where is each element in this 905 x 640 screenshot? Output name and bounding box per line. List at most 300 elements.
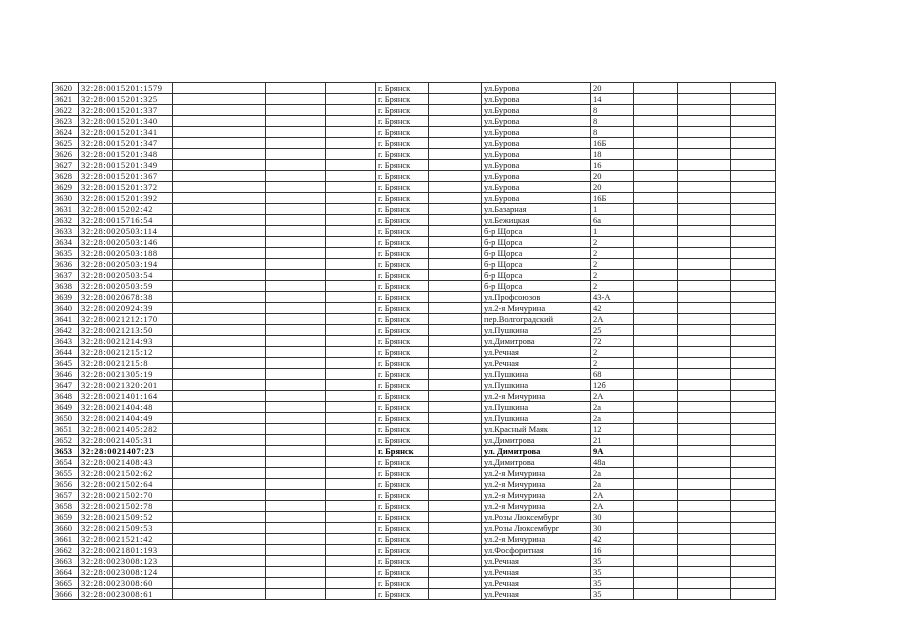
- empty-cell: [266, 391, 326, 402]
- street-cell: ул.Пушкина: [482, 369, 591, 380]
- table-row: [53, 523, 776, 534]
- empty-cell: [634, 171, 678, 182]
- empty-cell: [326, 193, 376, 204]
- empty-cell: [731, 358, 776, 369]
- house-number-cell: 2: [591, 248, 634, 259]
- street-cell: ул.2-я Мичурина: [482, 501, 591, 512]
- empty-cell: [429, 325, 482, 336]
- street-cell: ул.Базарная: [482, 204, 591, 215]
- cadastral-number-cell: 32:28:0015201:340: [79, 116, 173, 127]
- empty-cell: [634, 402, 678, 413]
- house-number-cell: 18: [591, 149, 634, 160]
- empty-cell: [634, 413, 678, 424]
- empty-cell: [173, 292, 266, 303]
- empty-cell: [326, 446, 376, 457]
- empty-cell: [266, 457, 326, 468]
- house-number-cell: 20: [591, 182, 634, 193]
- cadastral-number-cell: 32:28:0021212:170: [79, 314, 173, 325]
- city-cell: г. Брянск: [376, 94, 429, 105]
- table-row: [53, 589, 776, 600]
- house-number-cell: 8: [591, 105, 634, 116]
- empty-cell: [731, 193, 776, 204]
- row-number-cell: 3644: [53, 347, 79, 358]
- empty-cell: [634, 138, 678, 149]
- city-cell: г. Брянск: [376, 336, 429, 347]
- table-row: [53, 358, 776, 369]
- empty-cell: [731, 446, 776, 457]
- cadastral-number-cell: 32:28:0015201:372: [79, 182, 173, 193]
- empty-cell: [678, 534, 731, 545]
- empty-cell: [429, 116, 482, 127]
- empty-cell: [173, 457, 266, 468]
- city-cell: г. Брянск: [376, 83, 429, 94]
- house-number-cell: 2а: [591, 413, 634, 424]
- row-number-cell: 3646: [53, 369, 79, 380]
- empty-cell: [731, 303, 776, 314]
- empty-cell: [266, 347, 326, 358]
- street-cell: б-р Щорса: [482, 281, 591, 292]
- empty-cell: [173, 182, 266, 193]
- table-row: [53, 413, 776, 424]
- empty-cell: [678, 369, 731, 380]
- table-row: [53, 182, 776, 193]
- empty-cell: [326, 226, 376, 237]
- table-row: [53, 270, 776, 281]
- table-row: [53, 138, 776, 149]
- empty-cell: [266, 358, 326, 369]
- city-cell: г. Брянск: [376, 468, 429, 479]
- empty-cell: [429, 424, 482, 435]
- cadastral-number-cell: 32:28:0020503:188: [79, 248, 173, 259]
- city-cell: г. Брянск: [376, 325, 429, 336]
- house-number-cell: 2А: [591, 391, 634, 402]
- house-number-cell: 35: [591, 589, 634, 600]
- empty-cell: [326, 413, 376, 424]
- empty-cell: [634, 424, 678, 435]
- empty-cell: [326, 468, 376, 479]
- street-cell: ул.Бурова: [482, 182, 591, 193]
- row-number-cell: 3652: [53, 435, 79, 446]
- empty-cell: [731, 457, 776, 468]
- city-cell: г. Брянск: [376, 193, 429, 204]
- empty-cell: [731, 204, 776, 215]
- empty-cell: [173, 171, 266, 182]
- empty-cell: [731, 94, 776, 105]
- row-number-cell: 3632: [53, 215, 79, 226]
- empty-cell: [266, 380, 326, 391]
- empty-cell: [173, 369, 266, 380]
- street-cell: ул.Розы Люксембург: [482, 523, 591, 534]
- empty-cell: [429, 545, 482, 556]
- empty-cell: [678, 248, 731, 259]
- empty-cell: [678, 589, 731, 600]
- empty-cell: [173, 589, 266, 600]
- empty-cell: [266, 501, 326, 512]
- empty-cell: [173, 237, 266, 248]
- row-number-cell: 3647: [53, 380, 79, 391]
- empty-cell: [326, 204, 376, 215]
- cadastral-number-cell: 32:28:0021502:70: [79, 490, 173, 501]
- house-number-cell: 1: [591, 204, 634, 215]
- row-number-cell: 3637: [53, 270, 79, 281]
- row-number-cell: 3650: [53, 413, 79, 424]
- empty-cell: [429, 567, 482, 578]
- city-cell: г. Брянск: [376, 567, 429, 578]
- empty-cell: [429, 435, 482, 446]
- row-number-cell: 3665: [53, 578, 79, 589]
- city-cell: г. Брянск: [376, 534, 429, 545]
- row-number-cell: 3659: [53, 512, 79, 523]
- row-number-cell: 3658: [53, 501, 79, 512]
- empty-cell: [326, 402, 376, 413]
- street-cell: ул.Пушкина: [482, 325, 591, 336]
- city-cell: г. Брянск: [376, 446, 429, 457]
- city-cell: г. Брянск: [376, 369, 429, 380]
- empty-cell: [731, 479, 776, 490]
- empty-cell: [678, 501, 731, 512]
- empty-cell: [326, 248, 376, 259]
- empty-cell: [326, 435, 376, 446]
- empty-cell: [326, 567, 376, 578]
- empty-cell: [731, 468, 776, 479]
- cadastral-number-cell: 32:28:0020503:194: [79, 259, 173, 270]
- empty-cell: [731, 424, 776, 435]
- house-number-cell: 21: [591, 435, 634, 446]
- row-number-cell: 3630: [53, 193, 79, 204]
- empty-cell: [173, 567, 266, 578]
- empty-cell: [678, 160, 731, 171]
- street-cell: ул.Димитрова: [482, 457, 591, 468]
- empty-cell: [678, 105, 731, 116]
- house-number-cell: 12б: [591, 380, 634, 391]
- empty-cell: [326, 501, 376, 512]
- empty-cell: [634, 237, 678, 248]
- street-cell: ул. Димитрова: [482, 446, 591, 457]
- house-number-cell: 1: [591, 226, 634, 237]
- empty-cell: [266, 578, 326, 589]
- house-number-cell: 2А: [591, 501, 634, 512]
- city-cell: г. Брянск: [376, 259, 429, 270]
- empty-cell: [173, 149, 266, 160]
- empty-cell: [173, 545, 266, 556]
- empty-cell: [173, 193, 266, 204]
- city-cell: г. Брянск: [376, 391, 429, 402]
- empty-cell: [731, 237, 776, 248]
- empty-cell: [326, 369, 376, 380]
- street-cell: ул.Бурова: [482, 116, 591, 127]
- table-row: [53, 105, 776, 116]
- house-number-cell: 2а: [591, 468, 634, 479]
- empty-cell: [731, 567, 776, 578]
- empty-cell: [678, 567, 731, 578]
- empty-cell: [429, 237, 482, 248]
- city-cell: г. Брянск: [376, 237, 429, 248]
- empty-cell: [429, 468, 482, 479]
- house-number-cell: 6а: [591, 215, 634, 226]
- empty-cell: [678, 578, 731, 589]
- empty-cell: [266, 413, 326, 424]
- empty-cell: [678, 171, 731, 182]
- empty-cell: [634, 358, 678, 369]
- empty-cell: [731, 270, 776, 281]
- street-cell: б-р Щорса: [482, 259, 591, 270]
- empty-cell: [678, 545, 731, 556]
- table-row: [53, 578, 776, 589]
- table-row: [53, 490, 776, 501]
- empty-cell: [266, 589, 326, 600]
- cadastral-number-cell: 32:28:0020503:59: [79, 281, 173, 292]
- empty-cell: [634, 534, 678, 545]
- cadastral-number-cell: 32:28:0021215:8: [79, 358, 173, 369]
- row-number-cell: 3654: [53, 457, 79, 468]
- empty-cell: [678, 270, 731, 281]
- empty-cell: [173, 523, 266, 534]
- empty-cell: [326, 149, 376, 160]
- empty-cell: [634, 589, 678, 600]
- street-cell: ул.Бурова: [482, 83, 591, 94]
- house-number-cell: 2: [591, 347, 634, 358]
- empty-cell: [678, 413, 731, 424]
- row-number-cell: 3628: [53, 171, 79, 182]
- house-number-cell: 2А: [591, 490, 634, 501]
- empty-cell: [678, 193, 731, 204]
- city-cell: г. Брянск: [376, 380, 429, 391]
- empty-cell: [173, 380, 266, 391]
- empty-cell: [429, 336, 482, 347]
- empty-cell: [326, 556, 376, 567]
- street-cell: ул.Бурова: [482, 127, 591, 138]
- city-cell: г. Брянск: [376, 226, 429, 237]
- table-row: [53, 545, 776, 556]
- cadastral-number-cell: 32:28:0021801:193: [79, 545, 173, 556]
- table-row: [53, 391, 776, 402]
- empty-cell: [173, 446, 266, 457]
- empty-cell: [429, 193, 482, 204]
- row-number-cell: 3641: [53, 314, 79, 325]
- empty-cell: [634, 347, 678, 358]
- house-number-cell: 2а: [591, 479, 634, 490]
- house-number-cell: 2: [591, 270, 634, 281]
- empty-cell: [173, 556, 266, 567]
- street-cell: ул.Речная: [482, 556, 591, 567]
- cadastral-number-cell: 32:28:0015201:367: [79, 171, 173, 182]
- empty-cell: [731, 523, 776, 534]
- row-number-cell: 3622: [53, 105, 79, 116]
- table-row: [53, 160, 776, 171]
- cadastral-number-cell: 32:28:0021213:50: [79, 325, 173, 336]
- empty-cell: [731, 215, 776, 226]
- city-cell: г. Брянск: [376, 281, 429, 292]
- empty-cell: [678, 468, 731, 479]
- city-cell: г. Брянск: [376, 314, 429, 325]
- cadastral-number-cell: 32:28:0020924:39: [79, 303, 173, 314]
- empty-cell: [429, 369, 482, 380]
- empty-cell: [429, 83, 482, 94]
- empty-cell: [326, 94, 376, 105]
- house-number-cell: 35: [591, 567, 634, 578]
- empty-cell: [731, 292, 776, 303]
- empty-cell: [266, 182, 326, 193]
- street-cell: ул.Речная: [482, 347, 591, 358]
- empty-cell: [678, 358, 731, 369]
- street-cell: ул.Розы Люксембург: [482, 512, 591, 523]
- empty-cell: [634, 193, 678, 204]
- empty-cell: [731, 336, 776, 347]
- empty-cell: [326, 479, 376, 490]
- city-cell: г. Брянск: [376, 479, 429, 490]
- empty-cell: [634, 281, 678, 292]
- empty-cell: [266, 512, 326, 523]
- empty-cell: [266, 226, 326, 237]
- street-cell: ул.Димитрова: [482, 336, 591, 347]
- empty-cell: [173, 512, 266, 523]
- empty-cell: [678, 226, 731, 237]
- cadastral-number-cell: 32:28:0015201:341: [79, 127, 173, 138]
- empty-cell: [266, 116, 326, 127]
- empty-cell: [731, 369, 776, 380]
- empty-cell: [266, 204, 326, 215]
- table-row: [53, 94, 776, 105]
- house-number-cell: 2: [591, 358, 634, 369]
- row-number-cell: 3625: [53, 138, 79, 149]
- empty-cell: [678, 149, 731, 160]
- house-number-cell: 2: [591, 281, 634, 292]
- empty-cell: [731, 325, 776, 336]
- empty-cell: [266, 314, 326, 325]
- empty-cell: [173, 501, 266, 512]
- empty-cell: [731, 83, 776, 94]
- table-row: [53, 314, 776, 325]
- empty-cell: [678, 127, 731, 138]
- empty-cell: [731, 545, 776, 556]
- empty-cell: [634, 215, 678, 226]
- city-cell: г. Брянск: [376, 160, 429, 171]
- empty-cell: [429, 171, 482, 182]
- city-cell: г. Брянск: [376, 248, 429, 259]
- empty-cell: [731, 314, 776, 325]
- empty-cell: [731, 413, 776, 424]
- table-row: [53, 369, 776, 380]
- table-row: [53, 259, 776, 270]
- empty-cell: [429, 523, 482, 534]
- empty-cell: [634, 501, 678, 512]
- cadastral-number-cell: 32:28:0021401:164: [79, 391, 173, 402]
- house-number-cell: 48а: [591, 457, 634, 468]
- city-cell: г. Брянск: [376, 182, 429, 193]
- table-row: [53, 226, 776, 237]
- empty-cell: [266, 105, 326, 116]
- empty-cell: [678, 402, 731, 413]
- empty-cell: [678, 523, 731, 534]
- cadastral-number-cell: 32:28:0021320:201: [79, 380, 173, 391]
- empty-cell: [634, 391, 678, 402]
- table-row: [53, 501, 776, 512]
- table-row: [53, 567, 776, 578]
- empty-cell: [634, 314, 678, 325]
- street-cell: ул.2-я Мичурина: [482, 303, 591, 314]
- cadastral-number-cell: 32:28:0023008:61: [79, 589, 173, 600]
- cadastral-number-cell: 32:28:0023008:124: [79, 567, 173, 578]
- empty-cell: [266, 567, 326, 578]
- empty-cell: [173, 413, 266, 424]
- empty-cell: [634, 556, 678, 567]
- street-cell: ул.Речная: [482, 578, 591, 589]
- street-cell: б-р Щорса: [482, 237, 591, 248]
- empty-cell: [173, 534, 266, 545]
- empty-cell: [634, 457, 678, 468]
- empty-cell: [731, 589, 776, 600]
- house-number-cell: 16: [591, 160, 634, 171]
- empty-cell: [173, 259, 266, 270]
- city-cell: г. Брянск: [376, 589, 429, 600]
- empty-cell: [266, 127, 326, 138]
- empty-cell: [326, 490, 376, 501]
- empty-cell: [429, 391, 482, 402]
- house-number-cell: 43-А: [591, 292, 634, 303]
- cadastral-number-cell: 32:28:0021214:93: [79, 336, 173, 347]
- empty-cell: [326, 281, 376, 292]
- empty-cell: [266, 292, 326, 303]
- street-cell: ул.Фосфоритная: [482, 545, 591, 556]
- row-number-cell: 3663: [53, 556, 79, 567]
- empty-cell: [634, 116, 678, 127]
- empty-cell: [326, 270, 376, 281]
- table-row: [53, 479, 776, 490]
- street-cell: ул.Димитрова: [482, 435, 591, 446]
- table-row: [53, 556, 776, 567]
- table-row: [53, 215, 776, 226]
- street-cell: ул.Бурова: [482, 171, 591, 182]
- empty-cell: [634, 182, 678, 193]
- empty-cell: [326, 292, 376, 303]
- empty-cell: [634, 127, 678, 138]
- empty-cell: [634, 446, 678, 457]
- empty-cell: [678, 83, 731, 94]
- empty-cell: [173, 479, 266, 490]
- city-cell: г. Брянск: [376, 204, 429, 215]
- empty-cell: [429, 534, 482, 545]
- empty-cell: [429, 182, 482, 193]
- empty-cell: [266, 556, 326, 567]
- row-number-cell: 3657: [53, 490, 79, 501]
- house-number-cell: 20: [591, 83, 634, 94]
- city-cell: г. Брянск: [376, 347, 429, 358]
- street-cell: ул.2-я Мичурина: [482, 468, 591, 479]
- row-number-cell: 3666: [53, 589, 79, 600]
- row-number-cell: 3624: [53, 127, 79, 138]
- house-number-cell: 42: [591, 303, 634, 314]
- row-number-cell: 3629: [53, 182, 79, 193]
- empty-cell: [326, 424, 376, 435]
- empty-cell: [429, 259, 482, 270]
- empty-cell: [429, 94, 482, 105]
- empty-cell: [634, 369, 678, 380]
- table-row: [53, 116, 776, 127]
- empty-cell: [731, 138, 776, 149]
- empty-cell: [678, 94, 731, 105]
- cadastral-number-cell: 32:28:0023008:123: [79, 556, 173, 567]
- table-row: [53, 248, 776, 259]
- table-row: [53, 204, 776, 215]
- empty-cell: [429, 402, 482, 413]
- city-cell: г. Брянск: [376, 292, 429, 303]
- empty-cell: [731, 127, 776, 138]
- row-number-cell: 3620: [53, 83, 79, 94]
- table-row: [53, 512, 776, 523]
- house-number-cell: 68: [591, 369, 634, 380]
- row-number-cell: 3639: [53, 292, 79, 303]
- cadastral-number-cell: 32:28:0020678:38: [79, 292, 173, 303]
